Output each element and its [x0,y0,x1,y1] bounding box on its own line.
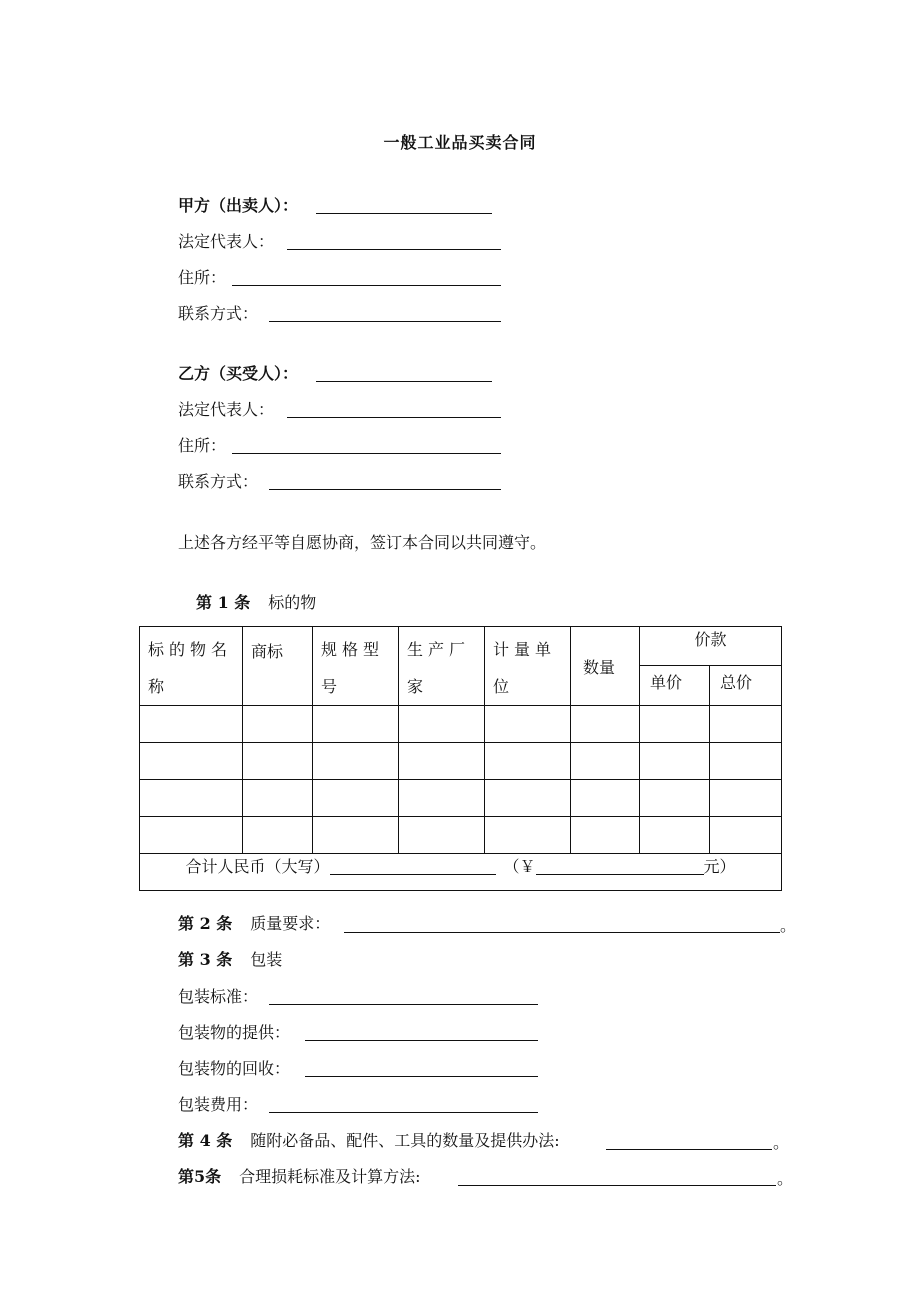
table-cell[interactable] [710,743,782,780]
total-cell [140,854,782,891]
header-manufacturer-line1: 生产厂 [407,640,471,659]
table-cell[interactable] [485,780,571,817]
total-paren-open: （￥ [503,857,536,876]
packaging-cost-label: 包装费用： [178,1095,259,1114]
header-manufacturer [399,627,485,706]
article-4-number: 第 4 条 [178,1131,233,1150]
header-item-name [140,627,243,706]
header-unit-line2: 位 [493,677,515,696]
table-cell[interactable] [640,817,710,854]
table-cell[interactable] [399,706,485,743]
table-cell[interactable] [640,706,710,743]
table-row [140,817,782,854]
table-cell[interactable] [399,780,485,817]
total-label: 合计人民币（大写） [185,857,330,876]
header-spec-line1: 规格型 [321,640,385,659]
article-2-heading [178,914,330,934]
header-unit-line1: 计量单 [493,640,557,659]
loss-standard-field[interactable] [458,1185,776,1186]
header-spec [313,627,399,706]
preamble-text: 上述各方经平等自愿协商，签订本合同以共同遵守。 [178,533,547,552]
table-row [140,743,782,780]
table-cell[interactable] [399,817,485,854]
header-item-name-line2: 称 [148,677,170,696]
article-1-heading [196,593,316,613]
packaging-standard-field[interactable] [269,1004,538,1005]
party-a-address-label: 住所： [178,268,227,287]
party-b-legal-rep-field[interactable] [287,417,501,418]
article-3-heading [178,950,282,970]
header-manufacturer-line2: 家 [407,677,429,696]
party-b-address-field[interactable] [232,453,501,454]
table-cell[interactable] [710,706,782,743]
packaging-recycle-field[interactable] [305,1076,538,1077]
header-unit [485,627,571,706]
table-cell[interactable] [140,743,243,780]
article-5-end: 。 [777,1169,794,1188]
document-title: 一般工业品买卖合同 [383,133,537,152]
party-b-name-field[interactable] [316,381,492,382]
accessories-field[interactable] [606,1149,772,1150]
article-2-number: 第 2 条 [178,914,233,933]
header-unit-price: 单价 [640,665,710,705]
table-cell[interactable] [313,780,399,817]
table-cell[interactable] [571,780,640,817]
table-cell[interactable] [313,743,399,780]
header-total-price: 总价 [710,665,782,705]
table-cell[interactable] [485,706,571,743]
table-cell[interactable] [313,706,399,743]
packaging-supply-label: 包装物的提供： [178,1023,291,1042]
table-cell[interactable] [140,706,243,743]
table-cell[interactable] [243,743,313,780]
party-a-name-field[interactable] [316,213,492,214]
party-b-contact-label: 联系方式： [178,472,259,491]
party-a-contact-label: 联系方式： [178,304,259,323]
packaging-supply-field[interactable] [305,1040,538,1041]
goods-table [139,626,782,891]
table-cell[interactable] [140,817,243,854]
table-cell[interactable] [243,817,313,854]
header-brand: 商标 [243,627,313,706]
table-row [140,706,782,743]
table-cell[interactable] [485,743,571,780]
header-item-name-line1: 标的物名 [148,640,233,659]
article-1-number: 第 1 条 [196,593,251,612]
article-3-title: 包装 [250,950,283,969]
table-cell[interactable] [640,743,710,780]
article-4-end: 。 [773,1133,790,1152]
article-4-title: 随附必备品、配件、工具的数量及提供办法: [250,1131,560,1150]
table-cell[interactable] [243,706,313,743]
packaging-cost-field[interactable] [269,1112,538,1113]
table-cell[interactable] [140,780,243,817]
table-cell[interactable] [313,817,399,854]
party-a-legal-rep-label: 法定代表人： [178,232,275,251]
packaging-standard-label: 包装标准： [178,987,259,1006]
article-3-number: 第 3 条 [178,950,233,969]
table-cell[interactable] [710,817,782,854]
article-4-heading [178,1131,560,1151]
party-a-heading: 甲方（出卖人）： [178,196,299,215]
table-cell[interactable] [485,817,571,854]
article-5-heading [178,1167,421,1187]
article-2-end: 。 [780,916,797,935]
table-cell[interactable] [710,780,782,817]
party-b-heading: 乙方（买受人）： [178,364,299,383]
header-price: 价款 [640,627,782,666]
header-quantity: 数量 [571,627,640,706]
table-cell[interactable] [640,780,710,817]
article-5-title: 合理损耗标准及计算方法: [239,1167,421,1186]
table-cell[interactable] [571,706,640,743]
party-a-legal-rep-field[interactable] [287,249,501,250]
table-cell[interactable] [571,743,640,780]
total-row [140,854,782,891]
total-amount-field[interactable] [536,858,704,875]
total-words-field[interactable] [330,858,496,875]
packaging-recycle-label: 包装物的回收： [178,1059,291,1078]
party-b-contact-field[interactable] [269,489,501,490]
header-spec-line2: 号 [321,677,343,696]
table-cell[interactable] [243,780,313,817]
party-a-address-field[interactable] [232,285,501,286]
article-2-title: 质量要求： [250,914,331,933]
table-cell[interactable] [571,817,640,854]
total-paren-close: 元） [703,857,736,876]
table-row [140,780,782,817]
party-b-legal-rep-label: 法定代表人： [178,400,275,419]
party-a-contact-field[interactable] [269,321,501,322]
quality-requirement-field[interactable] [344,932,780,933]
table-cell[interactable] [399,743,485,780]
party-b-address-label: 住所： [178,436,227,455]
article-5-number: 第5条 [178,1167,222,1186]
article-1-title: 标的物 [268,593,317,612]
